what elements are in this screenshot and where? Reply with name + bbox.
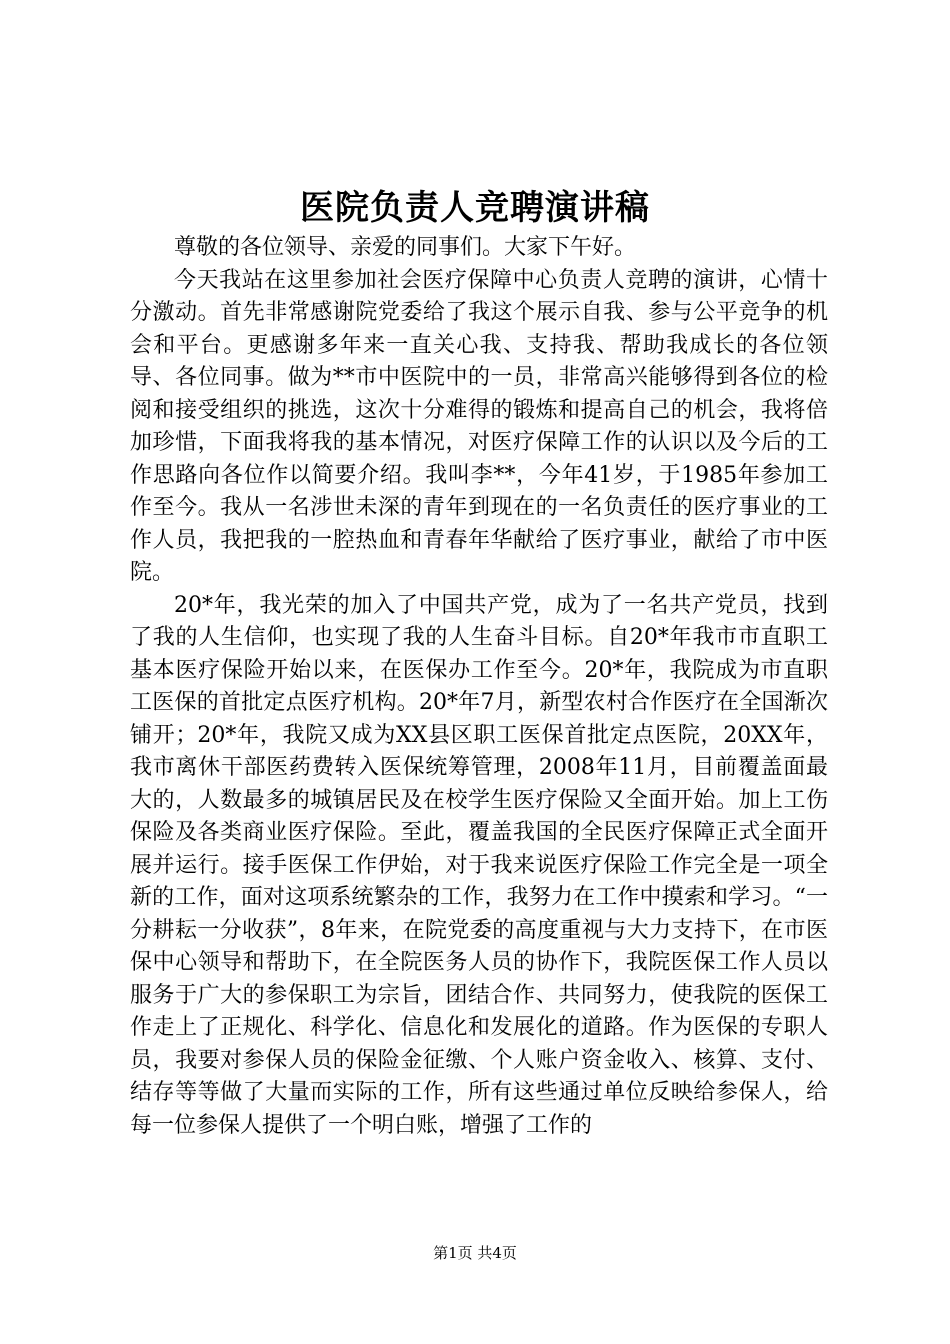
paragraph-experience: 20*年，我光荣的加入了中国共产党，成为了一名共产党员，找到了我的人生信仰，也实现了我的人生奋斗目标。自20*年我市市直职工基本医疗保险开始以来，在医保办工作至今。20*年，我院成为市直职工医保的首批定点医疗机构。20*年7月，新型农村合作医疗在全国渐次铺开；20*年，我院又成为XX县区职工医保首批定点医院，20XX年，我市离休干部医药费转入医保统筹管理，2008年11月，目前覆盖面最大的，人数最多的城镇居民及在校学生医疗保险又全面开始。加上工伤保险及各类商业医疗保险。至此，覆盖我国的全民医疗保障正式全面开展并运行。接手医保工作伊始，对于我来说医疗保险工作完全是一项全新的工作，面对这项系统繁杂的工作，我努力在工作中摸索和学习。“一分耕耘一分收获”，8年来，在院党委的高度重视与大力支持下，在市医保中心领导和帮助下，在全院医务人员的协作下，我院医保工作人员以服务于广大的参保职工为宗旨，团结合作、共同努力，使我院的医保工作走上了正规化、科学化、信息化和发展化的道路。作为医保的专职人员，我要对参保人员的保险金征缴、个人账户资金收入、核算、支付、结存等等做了大量而实际的工作，所有这些通过单位反映给参保人，给每一位参保人提供了一个明白账，增强了工作的 [130,592,828,1138]
paragraph-introduction: 今天我站在这里参加社会医疗保障中心负责人竞聘的演讲，心情十分激动。首先非常感谢院党委给了我这个展示自我、参与公平竞争的机会和平台。更感谢多年来一直关心我、支持我、帮助我成长的各位领导、各位同事。做为**市中医院中的一员，非常高兴能够得到各位的检阅和接受组织的挑选，这次十分难得的锻炼和提高自己的机会，我将倍加珍惜，下面我将我的基本情况，对医疗保障工作的认识以及今后的工作思路向各位作以简要介绍。我叫李**，今年41岁，于1985年参加工作至今。我从一名涉世未深的青年到现在的一名负责任的医疗事业的工作人员，我把我的一腔热血和青春年华献给了医疗事业，献给了市中医院。 [130,267,828,585]
paragraph-greeting: 尊敬的各位领导、亲爱的同事们。大家下午好。 [174,235,637,260]
page-number-footer: 第1页 共4页 [433,1244,517,1262]
document-body [130,232,828,1142]
document-title: 医院负责人竞聘演讲稿 [300,188,650,228]
